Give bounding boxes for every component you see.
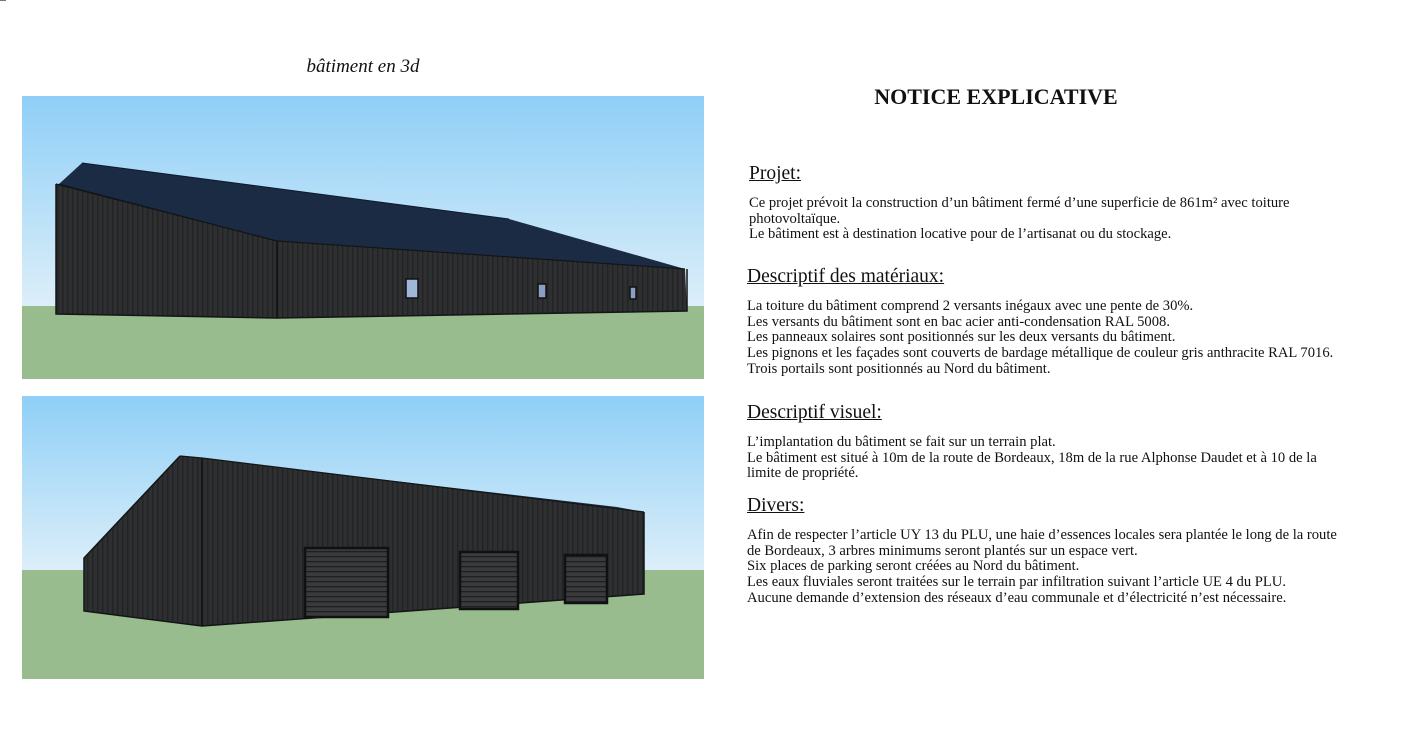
- section-heading: Divers:: [747, 495, 805, 516]
- section-line: photovoltaïque.: [749, 210, 841, 227]
- section-line: L’implantation du bâtiment se fait sur un terrain plat.: [747, 434, 1056, 450]
- window: [630, 287, 636, 299]
- section-line: Le bâtiment est situé à 10m de la route de Bordeaux, 18m de la rue Alphonse Daudet et à 10 de la: [747, 449, 1317, 466]
- section-projet: [749, 162, 1399, 243]
- section-line: Afin de respecter l’article UY 13 du PLU, une haie d’essences locales sera plantée le long de la route: [747, 527, 1337, 543]
- section-line: Trois portails sont positionnés au Nord du bâtiment.: [747, 360, 1051, 377]
- section-line: Six places de parking seront créées au Nord du bâtiment.: [747, 558, 1080, 575]
- building-render-north: [22, 396, 704, 679]
- section-line: limite de propriété.: [747, 465, 859, 482]
- section-divers: [747, 494, 1397, 607]
- section-line: de Bordeaux, 3 arbres minimums seront plantés sur un espace vert.: [747, 542, 1138, 559]
- section-heading: Descriptif visuel:: [747, 402, 882, 423]
- section-line: Les eaux fluviales seront traitées sur le terrain par infiltration suivant l’article UE 4 du PLU.: [747, 574, 1286, 591]
- roller-door: [305, 548, 388, 617]
- building-render-side-image: [22, 96, 704, 379]
- building-render-north-image: [22, 396, 704, 679]
- page-corner-mark: [0, 0, 6, 1]
- section-descriptif-visuel: [747, 401, 1397, 482]
- roller-door: [460, 552, 518, 609]
- window: [538, 284, 546, 298]
- roller-door: [565, 555, 607, 603]
- section-line: Les panneaux solaires sont positionnés sur les deux versants du bâtiment.: [747, 329, 1176, 346]
- section-heading: Projet:: [749, 163, 801, 184]
- window: [406, 279, 418, 298]
- section-line: Les pignons et les façades sont couverts de bardage métallique de couleur gris anthracite RAL 7016.: [747, 345, 1334, 362]
- section-line: Ce projet prévoit la construction d’un bâtiment fermé d’une superficie de 861m² avec toiture: [749, 195, 1290, 211]
- notice-title: NOTICE EXPLICATIVE: [874, 84, 1118, 109]
- building-render-side: [22, 96, 704, 379]
- section-descriptif-materiaux: [747, 265, 1397, 378]
- render-caption: bâtiment en 3d: [306, 56, 420, 77]
- section-line: Les versants du bâtiment sont en bac acier anti-condensation RAL 5008.: [747, 313, 1170, 330]
- section-line: Le bâtiment est à destination locative pour de l’artisanat ou du stockage.: [749, 226, 1172, 243]
- section-line: La toiture du bâtiment comprend 2 versants inégaux avec une pente de 30%.: [747, 298, 1194, 314]
- section-heading: Descriptif des matériaux:: [747, 266, 945, 287]
- section-line: Aucune demande d’extension des réseaux d’eau communale et d’électricité n’est nécessaire.: [747, 589, 1287, 606]
